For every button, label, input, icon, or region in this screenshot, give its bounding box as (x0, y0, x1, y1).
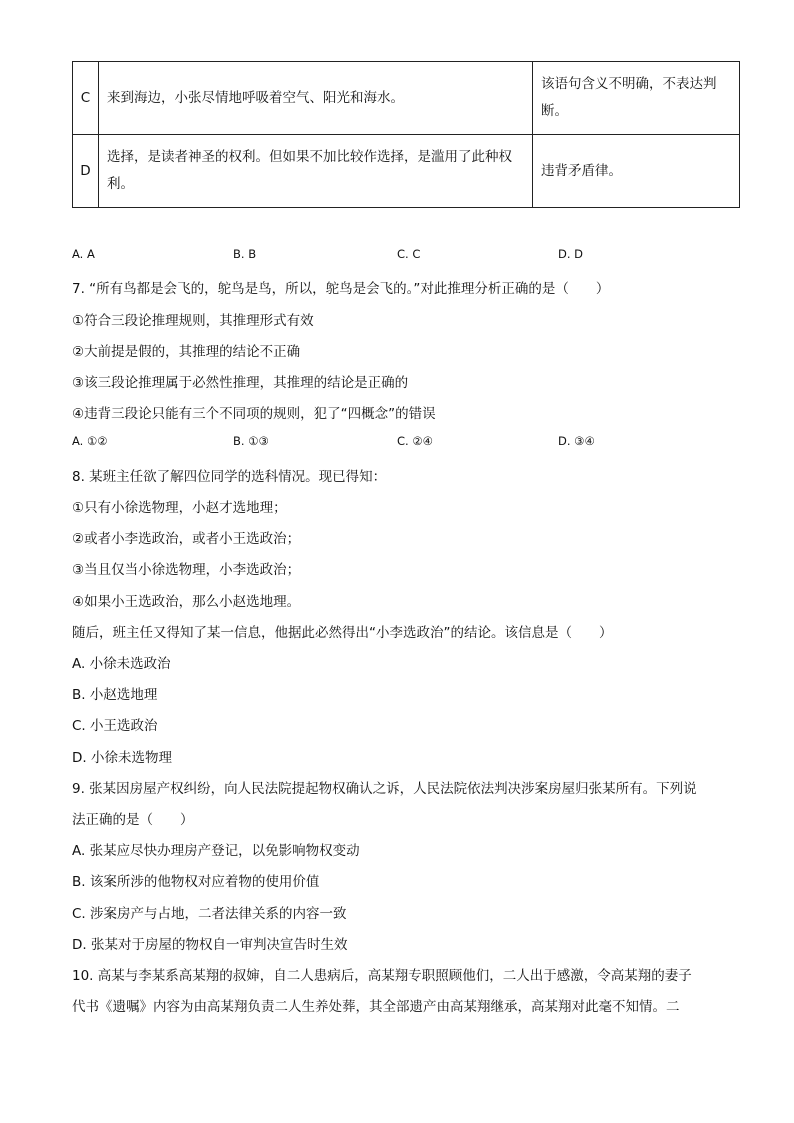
row-statement: 来到海边，小张尽情地呼吸着空气、阳光和海水。 (99, 62, 533, 135)
row-statement: 选择，是读者神圣的权利。但如果不加比较作选择，是滥用了此种权利。 (99, 135, 533, 208)
q7-stem: 7. “所有鸟都是会飞的，鸵鸟是鸟，所以，鸵鸟是会飞的。”对此推理分析正确的是（ ） (72, 281, 610, 297)
q8-item-1: ①只有小徐选物理，小赵才选地理； (72, 500, 287, 516)
q7-item-4: ④违背三段论只能有三个不同项的规则，犯了“四概念”的错误 (72, 406, 436, 422)
q9-option-d[interactable]: D. 张某对于房屋的物权自一审判决宣告时生效 (72, 937, 348, 953)
q9-stem-line2: 法正确的是（ ） (72, 812, 194, 828)
row-letter: C (73, 62, 99, 135)
table-row (73, 135, 740, 208)
q6-choice-d[interactable]: D. D (558, 247, 584, 261)
q9-option-a[interactable]: A. 张某应尽快办理房产登记，以免影响物权变动 (72, 843, 360, 859)
q8-option-b[interactable]: B. 小赵选地理 (72, 687, 158, 703)
q9-option-c[interactable]: C. 涉案房产与占地，二者法律关系的内容一致 (72, 906, 347, 922)
row-explanation: 该语句含义不明确，不表达判断。 (533, 62, 740, 135)
q9-option-b[interactable]: B. 该案所涉的他物权对应着物的使用价值 (72, 874, 320, 890)
q8-followup: 随后，班主任又得知了某一信息，他据此必然得出“小李选政治”的结论。该信息是（ ） (72, 625, 613, 641)
q7-item-3: ③该三段论推理属于必然性推理，其推理的结论是正确的 (72, 375, 409, 391)
q8-item-3: ③当且仅当小徐选物理，小李选政治； (72, 562, 301, 578)
q7-choice-a[interactable]: A. ①② (72, 434, 108, 448)
q8-item-4: ④如果小王选政治，那么小赵选地理。 (72, 594, 301, 610)
q6-choice-a[interactable]: A. A (72, 247, 95, 261)
q7-item-2: ②大前提是假的，其推理的结论不正确 (72, 344, 301, 360)
q6-choice-b[interactable]: B. B (233, 247, 257, 261)
row-explanation: 违背矛盾律。 (533, 135, 740, 208)
q8-option-c[interactable]: C. 小王选政治 (72, 718, 158, 734)
q8-item-2: ②或者小李选政治，或者小王选政治； (72, 531, 301, 547)
q7-choice-c[interactable]: C. ②④ (397, 434, 433, 448)
q10-line1: 10. 高某与李某系高某翔的叔婶，自二人患病后，高某翔专职照顾他们，二人出于感激，令高某翔的妻子 (72, 968, 692, 984)
q8-option-a[interactable]: A. 小徐未选政治 (72, 656, 171, 672)
row-letter: D (73, 135, 99, 208)
q6-choice-c[interactable]: C. C (397, 247, 421, 261)
q7-choice-d[interactable]: D. ③④ (558, 434, 595, 448)
table-row (73, 62, 740, 135)
q10-line2: 代书《遗嘱》内容为由高某翔负责二人生养处葬，其全部遗产由高某翔继承，高某翔对此毫不知情。二 (72, 999, 680, 1015)
q7-item-1: ①符合三段论推理规则，其推理形式有效 (72, 313, 314, 329)
q8-stem: 8. 某班主任欲了解四位同学的选科情况。现已得知： (72, 469, 387, 485)
q9-stem-line1: 9. 张某因房屋产权纠纷，向人民法院提起物权确认之诉，人民法院依法判决涉案房屋归张某所有。下列说 (72, 781, 697, 797)
option-analysis-table (72, 61, 740, 208)
q7-choice-b[interactable]: B. ①③ (233, 434, 269, 448)
q8-option-d[interactable]: D. 小徐未选物理 (72, 750, 172, 766)
